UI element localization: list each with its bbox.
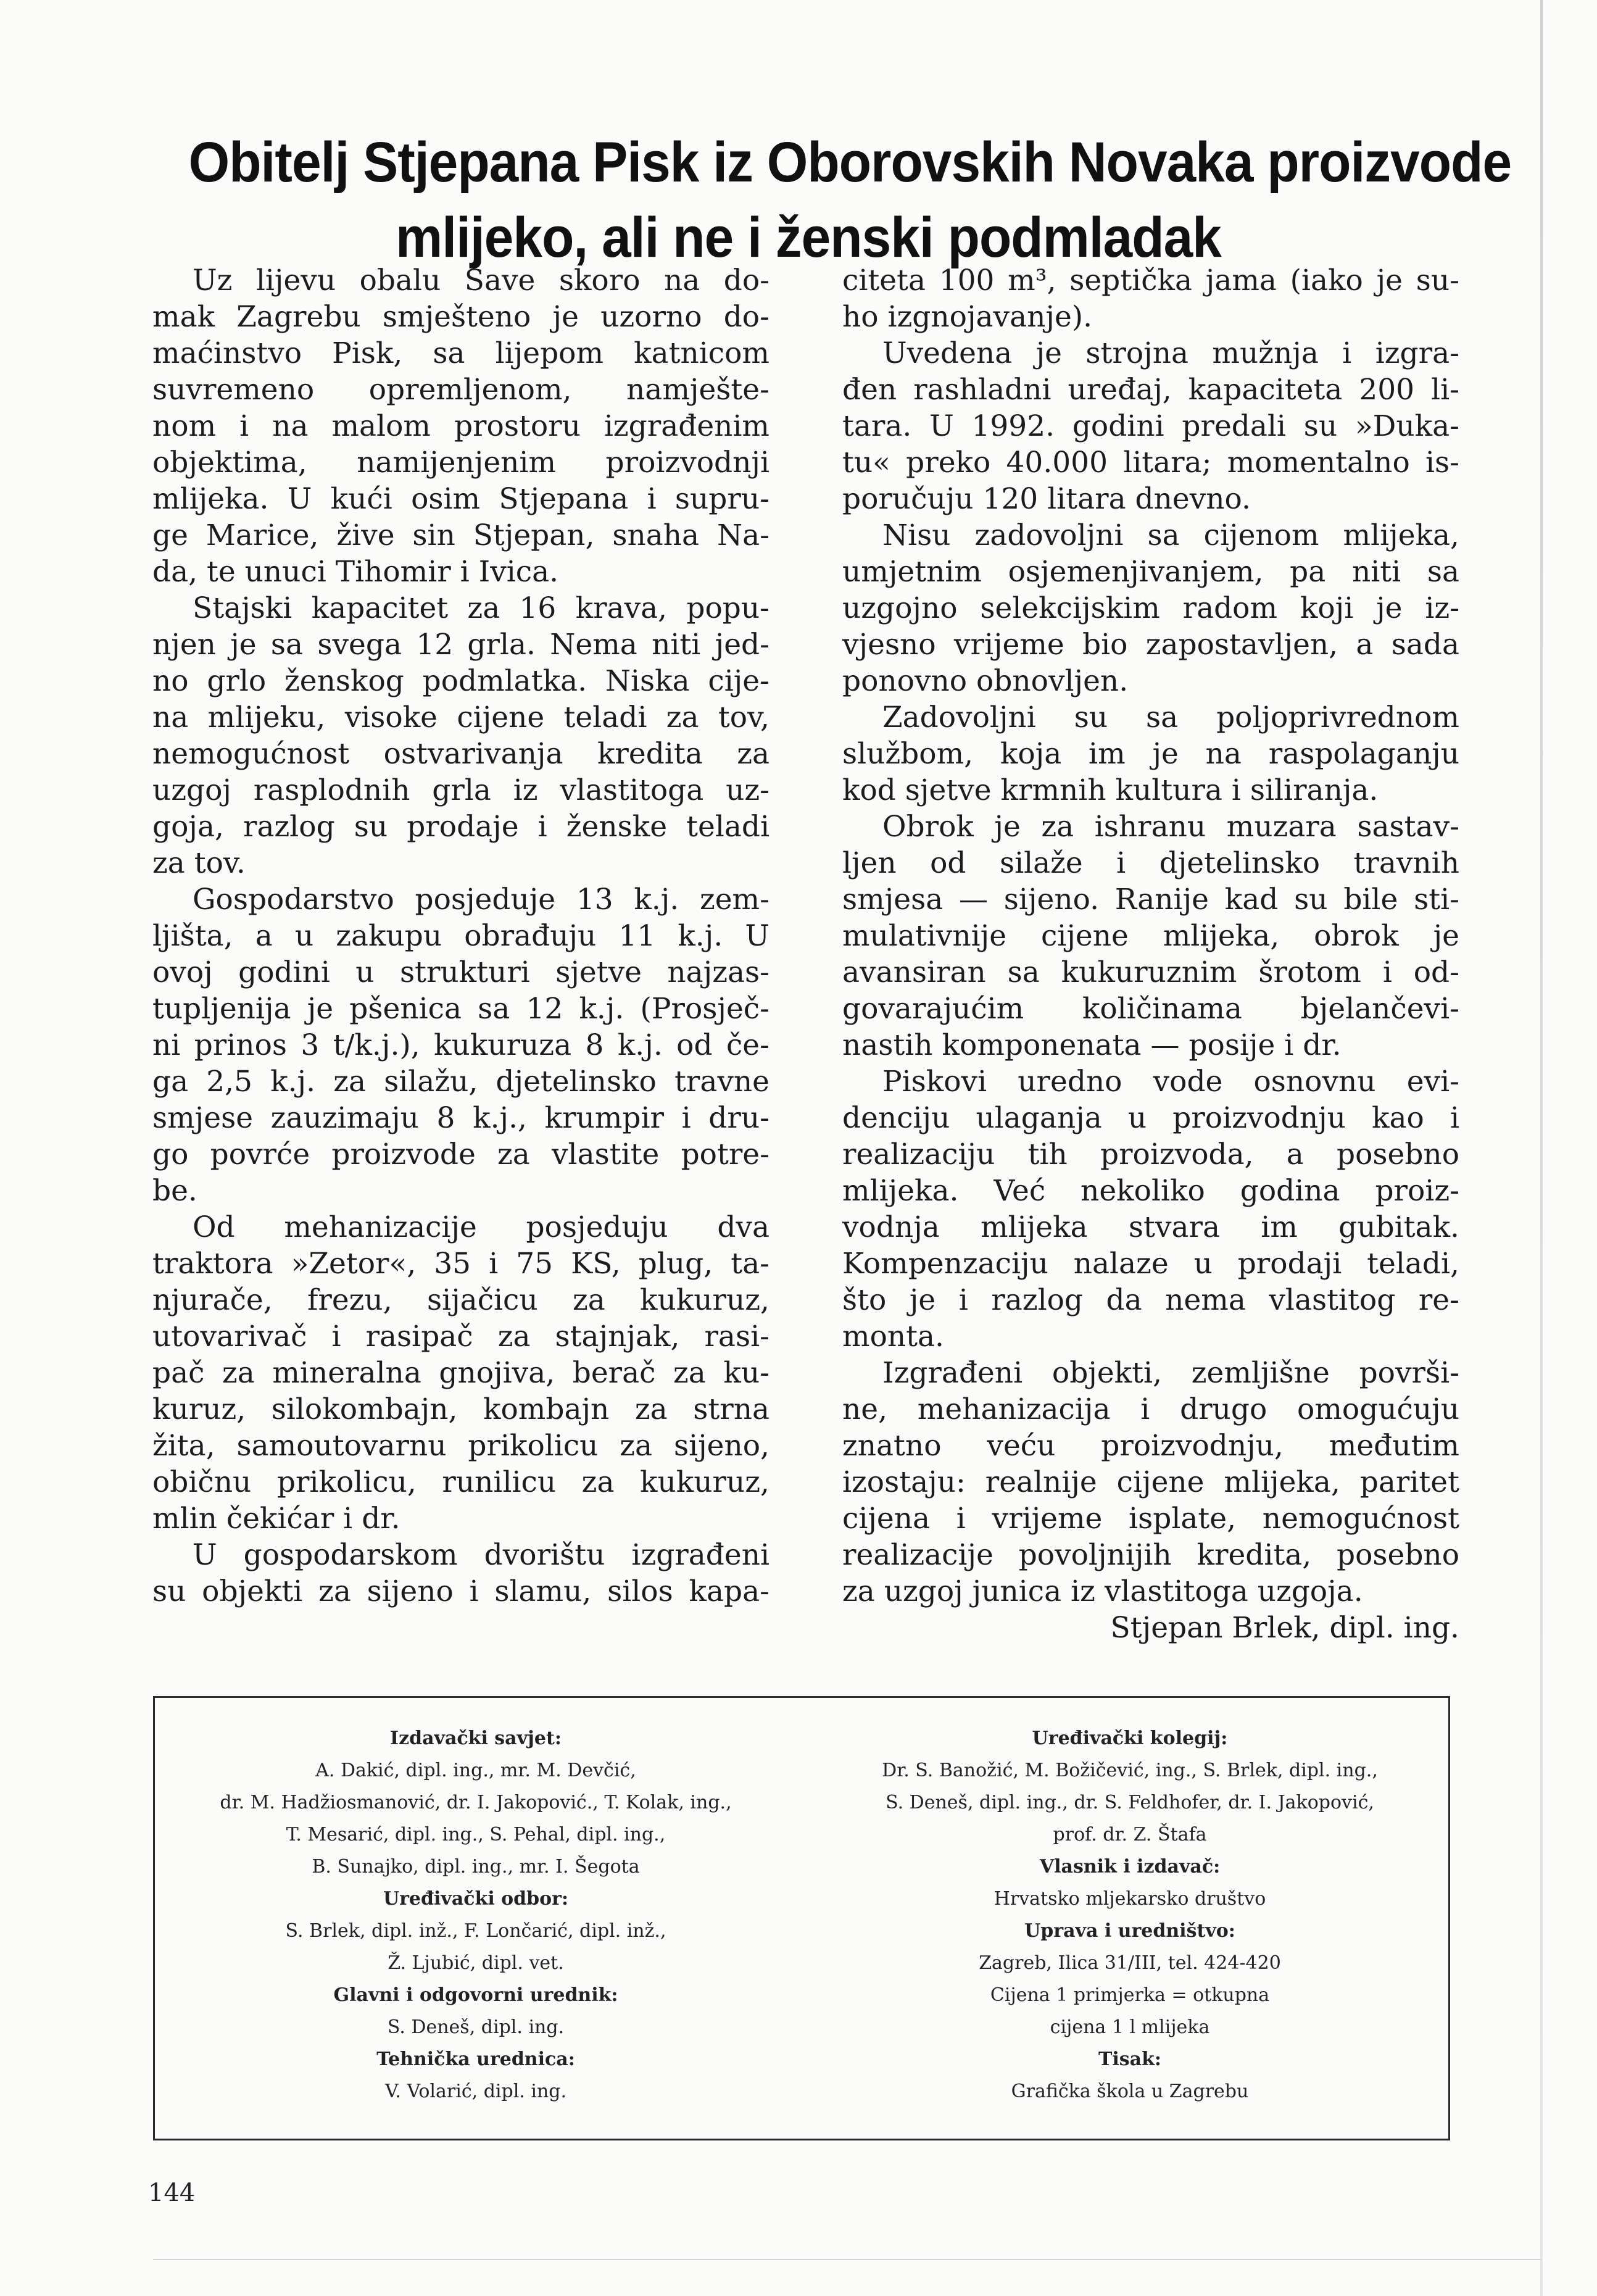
text-line: mulativnije cijene mlijeka, obrok je [842,919,1459,953]
masthead-text: Cijena 1 primjerka = otkupna [990,1984,1270,2006]
text-line: ga 2,5 k.j. za silažu, djetelinsko travne [152,1065,769,1099]
text-line: monta. [842,1320,944,1354]
text-line: đen rashladni uređaj, kapaciteta 200 li- [842,373,1459,407]
text-line: tu« preko 40.000 litara; momentalno is- [842,446,1459,480]
masthead-text: prof. dr. Z. Štafa [1053,1824,1207,1845]
text-line: ponovno obnovljen. [842,664,1129,698]
page-edge-shadow [1540,0,1543,2296]
masthead-text: T. Mesarić, dipl. ing., S. Pehal, dipl. ing., [286,1824,666,1845]
text-line: be. [152,1174,197,1208]
text-line: ovoj godini u strukturi sjetve najzas- [152,955,769,989]
masthead-text: Dr. S. Banožić, M. Božičević, ing., S. Brlek, dipl. ing., [882,1760,1378,1781]
text-line: Kompenzaciju nalaze u prodaji teladi, [842,1247,1459,1281]
masthead-text: S. Deneš, dipl. ing., dr. S. Feldhofer, dr. I. Jakopović, [886,1792,1374,1813]
masthead-text: B. Sunajko, dipl. ing., mr. I. Šegota [312,1856,640,1878]
text-line: Od mehanizacije posjeduju dva [193,1210,769,1244]
author-signature: Stjepan Brlek, dipl. ing. [1110,1611,1459,1645]
text-line: cijena i vrijeme isplate, nemogućnost [842,1502,1459,1536]
masthead-heading: Tehnička urednica: [376,2049,575,2070]
text-line: objektima, namijenjenim proizvodnji [152,446,769,480]
text-line: Uvedena je strojna mužnja i izgra- [882,336,1459,370]
text-line: za tov. [152,846,246,880]
text-line: Gospodarstvo posjeduje 13 k.j. zem- [193,883,769,917]
right-column [842,262,1459,1646]
masthead-left [167,1723,784,2108]
text-line: ljen od silaže i djetelinsko travnih [842,846,1459,880]
text-line: utovarivač i rasipač za stajnjak, rasi- [152,1320,769,1354]
text-line: nemogućnost ostvarivanja kredita za [152,737,769,771]
masthead-box [153,1696,1450,2140]
text-line: uzgojno selekcijskim radom koji je iz- [842,591,1459,625]
text-line: Zadovoljni su sa poljoprivrednom [882,701,1459,734]
bottom-rule [153,2259,1541,2260]
text-line: govarajućim količinama bjelančevi- [842,992,1459,1026]
text-line: traktora »Zetor«, 35 i 75 KS, plug, ta- [152,1247,769,1281]
text-line: citeta 100 m³, septička jama (iako je su- [842,264,1459,297]
text-line: mlijeka. U kući osim Stjepana i supru- [152,482,769,516]
text-line: avansiran sa kukuruznim šrotom i od- [842,955,1459,989]
text-line: mlin čekićar i dr. [152,1502,400,1536]
text-line: vjesno vrijeme bio zapostavljen, a sada [842,628,1459,662]
masthead-text: Ž. Ljubić, dipl. vet. [388,1952,564,1974]
text-line: nom i na malom prostoru izgrađenim [152,409,769,443]
text-line: no grlo ženskog podmlatka. Niska cije- [152,664,769,698]
text-line: kod sjetve krmnih kultura i siliranja. [842,773,1379,807]
masthead-text: dr. M. Hadžiosmanović, dr. I. Jakopović., T. Kolak, ing., [220,1792,732,1813]
masthead-text: S. Deneš, dipl. ing. [387,2016,565,2038]
masthead-text: A. Dakić, dipl. ing., mr. M. Devčić, [315,1760,636,1781]
text-line: smjesa — sijeno. Ranije kad su bile sti- [842,883,1459,917]
masthead-text: Grafička škola u Zagrebu [1011,2081,1249,2102]
left-column [152,262,769,1610]
text-line: na mlijeku, visoke cijene teladi za tov, [152,701,769,734]
text-line: goja, razlog su prodaje i ženske teladi [152,810,769,844]
text-line: su objekti za sijeno i slamu, silos kapa- [152,1574,769,1608]
masthead-right [821,1723,1438,2108]
masthead-text: S. Brlek, dipl. inž., F. Lončarić, dipl. inž., [285,1920,666,1942]
masthead-heading: Uprava i uredništvo: [1024,1920,1235,1942]
text-line: mlijeka. Već nekoliko godina proiz- [842,1174,1459,1208]
text-line: tupljenija je pšenica sa 12 k.j. (Prosječ- [152,992,769,1026]
text-line: tara. U 1992. godini predali su »Duka- [842,409,1459,443]
text-line: pač za mineralna gnojiva, berač za ku- [152,1356,769,1390]
text-line: denciju ulaganja u proizvodnju kao i [842,1101,1459,1135]
text-line: uzgoj rasplodnih grla iz vlastitoga uz- [152,773,769,807]
text-line: Stajski kapacitet za 16 krava, popu- [193,591,769,625]
text-line: ho izgnojavanje). [842,300,1093,334]
masthead-heading: Glavni i odgovorni urednik: [333,1984,618,2006]
masthead-heading: Uređivački odbor: [383,1888,569,1910]
text-line: nastih komponenata — posije i dr. [842,1028,1342,1062]
text-line: vodnja mlijeka stvara im gubitak. [842,1210,1459,1244]
text-line: Nisu zadovoljni sa cijenom mlijeka, [882,518,1459,552]
text-line: suvremeno opremljenom, namješte- [152,373,769,407]
text-line: da, te unuci Tihomir i Ivica. [152,555,559,589]
text-line: ne, mehanizacija i drugo omogućuju [842,1392,1459,1426]
masthead-text: cijena 1 l mlijeka [1050,2016,1210,2038]
text-line: žita, samoutovarnu prikolicu za sijeno, [152,1429,769,1463]
text-line: Obrok je za ishranu muzara sastav- [882,810,1459,844]
text-line: realizaciju tih proizvoda, a posebno [842,1138,1459,1171]
title-line-2: mlijeko, ali ne i ženski podmladak [396,206,1221,269]
text-line: njurače, frezu, sijačicu za kukuruz, [152,1283,769,1317]
text-line: maćinstvo Pisk, sa lijepom katnicom [152,336,769,370]
text-line: ni prinos 3 t/k.j.), kukuruza 8 k.j. od če- [152,1028,769,1062]
text-line: običnu prikolicu, runilicu za kukuruz, [152,1465,769,1499]
text-line: što je i razlog da nema vlastitog re- [842,1283,1459,1317]
text-line: Izgrađeni objekti, zemljišne površi- [882,1356,1459,1390]
masthead-text: V. Volarić, dipl. ing. [384,2081,567,2102]
text-line: službom, koja im je na raspolaganju [842,737,1459,771]
text-line: njen je sa svega 12 grla. Nema niti jed- [152,628,769,662]
text-line: Piskovi uredno vode osnovnu evi- [882,1065,1459,1099]
text-line: U gospodarskom dvorištu izgrađeni [193,1538,769,1572]
page-number: 144 [148,2179,196,2207]
text-line: smjese zauzimaju 8 k.j., krumpir i dru- [152,1101,769,1135]
title-line-1: Obitelj Stjepana Pisk iz Oborovskih Novaka proizvode [188,130,1512,194]
article-title [188,125,1512,275]
text-line: go povrće proizvode za vlastite potre- [152,1138,769,1171]
text-line: poručuju 120 litara dnevno. [842,482,1251,516]
text-line: znatno veću proizvodnju, međutim [842,1429,1459,1463]
text-line: ge Marice, žive sin Stjepan, snaha Na- [152,518,769,552]
text-line: ljišta, a u zakupu obrađuju 11 k.j. U [152,919,769,953]
masthead-text: Hrvatsko mljekarsko društvo [993,1888,1266,1910]
masthead-text: Zagreb, Ilica 31/III, tel. 424-420 [979,1952,1281,1974]
masthead-heading: Vlasnik i izdavač: [1039,1856,1221,1878]
masthead-heading: Uređivački kolegij: [1032,1728,1228,1749]
text-line: umjetnim osjemenjivanjem, pa niti sa [842,555,1459,589]
text-line: izostaju: realnije cijene mlijeka, paritet [842,1465,1459,1499]
text-line: Uz lijevu obalu Save skoro na do- [193,264,769,297]
text-line: kuruz, silokombajn, kombajn za strna [152,1392,769,1426]
masthead-heading: Izdavački savjet: [390,1728,562,1749]
masthead-heading: Tisak: [1098,2049,1161,2070]
text-line: realizacije povoljnijih kredita, posebno [842,1538,1459,1572]
text-line: mak Zagrebu smješteno je uzorno do- [152,300,769,334]
text-line: za uzgoj junica iz vlastitoga uzgoja. [842,1574,1363,1608]
